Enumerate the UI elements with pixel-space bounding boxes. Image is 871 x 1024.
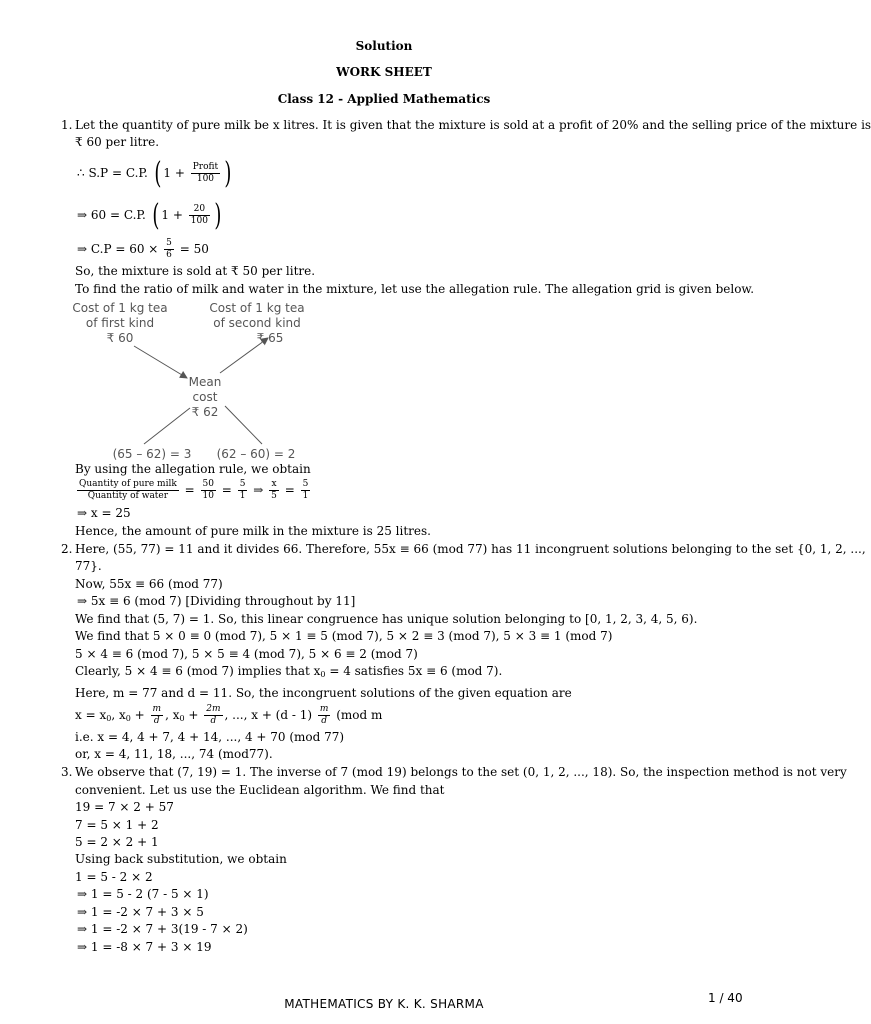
line-mean-to-bottom-left <box>144 408 190 444</box>
grid-right-line3: ₹ 65 <box>256 331 284 345</box>
subscript: 0 <box>106 714 112 723</box>
q3-line9: ⇒ 1 = -2 × 7 + 3 × 5 <box>77 905 204 919</box>
q1-eq3-rhs: = 50 <box>179 242 209 256</box>
line-mean-to-bottom-right <box>225 406 262 444</box>
q2-line6: We find that 5 × 0 ≡ 0 (mod 7), 5 × 1 ≡ 5 (mod 7), 5 × 2 ≡ 3 (mod 7), 5 × 3 ≡ 1 (mod 7) <box>75 629 613 643</box>
q1-intro-line1: Let the quantity of pure milk be x litres. It is given that the mixture is sold at a profit of 20% and the selling price of the mixture is <box>75 118 871 132</box>
q1-intro-line2: ₹ 60 per litre. <box>75 135 160 149</box>
q1-ratio-fraction <box>77 479 179 502</box>
allegation-grid <box>70 298 330 464</box>
arrow-mean-to-right <box>220 338 268 373</box>
q1-ratio-frac4 <box>301 479 311 502</box>
fraction-numerator: Profit <box>192 162 219 172</box>
q2-line9: Here, m = 77 and d = 11. So, the incongruent solutions of the given equation are <box>75 686 572 700</box>
fraction-numerator: 5 <box>302 479 309 489</box>
fraction-denominator: d <box>151 715 164 727</box>
q2-line8 <box>75 663 502 683</box>
grid-left-line1: Cost of 1 kg tea <box>72 301 168 315</box>
fraction-numerator: 20 <box>193 204 206 214</box>
fraction-numerator: 5 <box>239 479 246 489</box>
grid-left-line3: ₹ 60 <box>106 331 134 345</box>
q1-eq1-fraction <box>191 162 220 185</box>
q3-line10: ⇒ 1 = -2 × 7 + 3(19 - 7 × 2) <box>77 922 248 936</box>
fraction-2m-over-d <box>204 704 222 727</box>
q1-eq3-fraction <box>164 238 174 261</box>
fraction-denominator: 100 <box>190 216 208 226</box>
grid-bottom-left: (65 – 62) = 3 <box>112 447 192 461</box>
fraction-denominator: d <box>318 715 331 727</box>
fraction-denominator: 1 <box>302 491 309 501</box>
q3-line3: 19 = 7 × 2 + 57 <box>75 800 174 814</box>
q1-ratio-equation <box>75 476 312 504</box>
left-paren: ( <box>152 197 160 233</box>
q1-text-allegation: By using the allegation rule, we obtain <box>75 462 311 476</box>
q1-eq1-lhs: ∴ S.P = C.P. <box>77 166 148 180</box>
q2-line11: i.e. x = 4, 4 + 7, 4 + 14, ..., 4 + 70 (mod 77) <box>75 730 345 744</box>
q1-equation-60 <box>77 197 224 233</box>
q1-text-sold: So, the mixture is sold at ₹ 50 per litre. <box>75 264 316 278</box>
q3-line7: 1 = 5 - 2 × 2 <box>75 870 153 884</box>
q2-number: 2. <box>61 542 73 556</box>
q1-text-ratio: To find the ratio of milk and water in the mixture, let use the allegation rule. The allegation grid is given below. <box>75 282 755 296</box>
formula-part: (mod m <box>332 708 383 722</box>
subscript: 0 <box>179 714 185 723</box>
right-paren: ) <box>224 155 232 191</box>
fraction-denominator: Quantity of water <box>77 490 179 502</box>
q1-equation-sp <box>77 155 234 191</box>
fraction-denominator: 6 <box>166 250 172 260</box>
fraction-numerator: m <box>319 704 329 714</box>
grid-bottom-right: (62 – 60) = 2 <box>216 447 296 461</box>
left-paren: ( <box>154 155 162 191</box>
footer-author: MATHEMATICS BY K. K. SHARMA <box>284 997 484 1011</box>
page-number: 1 / 40 <box>708 991 743 1005</box>
q1-eq2-lhs: ⇒ 60 = C.P. <box>77 208 146 222</box>
arrow-left-to-mean <box>134 346 187 378</box>
solution-heading: Solution <box>355 39 413 53</box>
fraction-denominator: 5 <box>271 491 277 501</box>
q1-ratio-frac2 <box>238 479 248 502</box>
q2-line2: 77}. <box>75 559 102 573</box>
fraction-numerator: x <box>271 479 277 489</box>
q3-line2: convenient. Let us use the Euclidean algorithm. We find that <box>75 783 445 797</box>
q1-eq2-one: 1 + <box>161 208 183 222</box>
q2-line1: Here, (55, 77) = 11 and it divides 66. Therefore, 55x ≡ 66 (mod 77) has 11 incongruent solutions belonging to the set {0, 1, 2, ..., <box>75 542 866 556</box>
fraction-denominator: d <box>204 715 222 727</box>
formula-part: x = x <box>75 708 107 722</box>
q2-line7: 5 × 4 ≡ 6 (mod 7), 5 × 5 ≡ 4 (mod 7), 5 × 6 ≡ 2 (mod 7) <box>75 647 418 661</box>
implies-sign: ⇒ <box>253 483 264 497</box>
grid-left-line2: of first kind <box>85 316 155 330</box>
fraction-denominator: 10 <box>202 491 214 501</box>
q2-line5: We find that (5, 7) = 1. So, this linear congruence has unique solution belonging to [0, 1, 2, 3, 4, 5, 6). <box>75 612 698 626</box>
equals-sign: = <box>184 483 195 497</box>
formula-part: + <box>184 708 199 722</box>
fraction-numerator: 2m <box>206 704 221 714</box>
q1-conclusion: Hence, the amount of pure milk in the mixture is 25 litres. <box>75 524 431 538</box>
class-heading: Class 12 - Applied Mathematics <box>277 92 491 106</box>
fraction-denominator: 1 <box>239 491 246 501</box>
q1-number: 1. <box>61 118 73 132</box>
q3-line5: 5 = 2 × 2 + 1 <box>75 835 159 849</box>
fraction-numerator: m <box>152 704 162 714</box>
equals-sign: = <box>221 483 232 497</box>
q2-line8-text-a: Clearly, 5 × 4 ≡ 6 (mod 7) implies that x <box>75 664 321 678</box>
equals-sign: = <box>284 483 295 497</box>
q3-line1: We observe that (7, 19) = 1. The inverse of 7 (mod 19) belongs to the set (0, 1, 2, ..., 18). So, the inspection method is not very <box>75 765 847 779</box>
grid-right-line1: Cost of 1 kg tea <box>209 301 305 315</box>
grid-mean-line1: Mean <box>188 375 222 389</box>
q1-eq1-one: 1 + <box>163 166 185 180</box>
q3-line6: Using back substitution, we obtain <box>75 852 287 866</box>
q2-line4: ⇒ 5x ≡ 6 (mod 7) [Dividing throughout by 11] <box>77 594 356 608</box>
q2-line8-text-b: = 4 satisfies 5x ≡ 6 (mod 7). <box>325 664 503 678</box>
subscript: 0 <box>125 714 131 723</box>
fraction-numerator: 5 <box>166 238 172 248</box>
grid-right-line2: of second kind <box>213 316 301 330</box>
fraction-m-over-d <box>151 704 164 727</box>
q1-ratio-frac3 <box>269 479 279 502</box>
worksheet-heading: WORK SHEET <box>336 65 432 79</box>
q1-equation-cp <box>77 237 209 261</box>
right-paren: ) <box>214 197 222 233</box>
fraction-m-over-d-last <box>318 704 331 727</box>
formula-part: , x <box>165 708 180 722</box>
q1-x-result: ⇒ x = 25 <box>77 506 131 520</box>
fraction-numerator: Quantity of pure milk <box>79 479 177 489</box>
grid-mean-line2: cost <box>192 390 218 404</box>
formula-part: , x <box>111 708 126 722</box>
q3-line4: 7 = 5 × 1 + 2 <box>75 818 159 832</box>
q1-eq2-fraction <box>189 204 210 227</box>
q1-ratio-frac1 <box>201 479 216 502</box>
q3-number: 3. <box>61 765 73 779</box>
fraction-numerator: 50 <box>202 479 214 489</box>
q2-line3: Now, 55x ≡ 66 (mod 77) <box>75 577 223 591</box>
formula-part: , ..., x + (d - 1) <box>224 708 313 722</box>
fraction-denominator: 100 <box>191 173 220 185</box>
formula-part: + <box>130 708 145 722</box>
subscript: 0 <box>320 670 326 679</box>
grid-mean-line3: ₹ 62 <box>191 405 219 419</box>
q2-line12: or, x = 4, 11, 18, ..., 74 (mod77). <box>75 747 273 761</box>
q3-line11: ⇒ 1 = -8 × 7 + 3 × 19 <box>77 940 212 954</box>
q1-eq3-lhs: ⇒ C.P = 60 × <box>77 242 159 256</box>
q3-line8: ⇒ 1 = 5 - 2 (7 - 5 × 1) <box>77 887 209 901</box>
